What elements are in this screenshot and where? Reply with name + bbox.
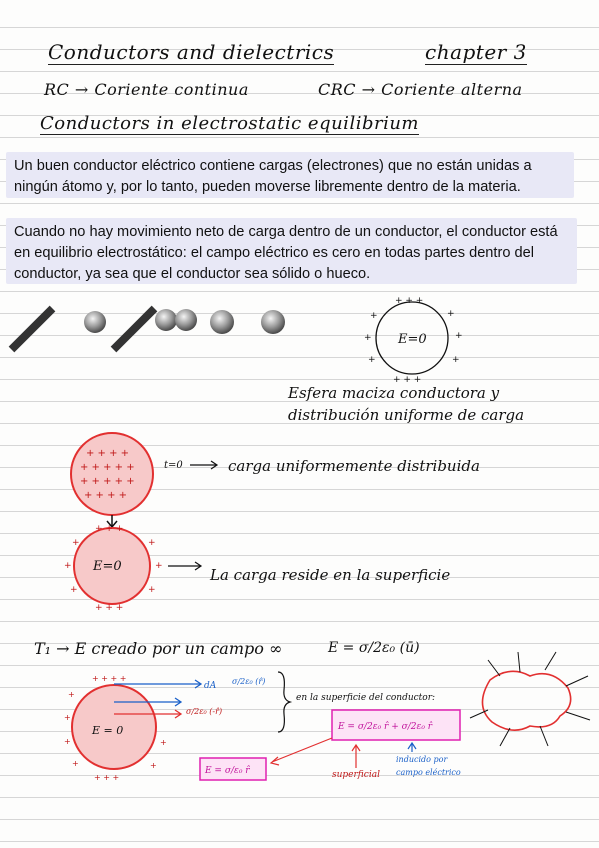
irregular-conductor (470, 652, 590, 746)
t1-label: T₁ → E creado por un campo ∞ (34, 639, 283, 658)
svg-text:+ + +: + + + (95, 603, 124, 613)
result-formula: E = σ/ε₀ r̂ (205, 766, 250, 776)
sphere-field-label: E=0 (398, 332, 427, 347)
rc-note: RC → Coriente continua (44, 80, 249, 99)
svg-text:+: + (148, 538, 156, 548)
da-formula: σ/2ε₀ (r̂) (232, 677, 266, 686)
svg-text:+ + + +: + + + + (86, 448, 130, 459)
surface-note: en la superficie del conductor: (296, 693, 436, 703)
svg-text:+ + + +: + + + + (92, 674, 127, 683)
induced-label-1: inducido por (396, 755, 448, 764)
crc-note: CRC → Coriente alterna (318, 80, 523, 99)
svg-text:+: + (64, 713, 71, 722)
svg-text:+: + (64, 561, 72, 571)
chapter-label: chapter 3 (425, 40, 527, 64)
sphere-caption-2: distribución uniforme de carga (288, 406, 525, 424)
section-title: Conductors in electrostatic equilibrium (40, 113, 419, 134)
svg-text:+: + (72, 538, 80, 548)
after-field-label: E=0 (93, 559, 122, 574)
svg-text:+ + +: + + + (94, 773, 120, 782)
svg-text:+: + (452, 355, 460, 365)
svg-text:+: + (64, 737, 71, 746)
svg-text:+ + +: + + + (393, 375, 422, 385)
equilibrium-box: Cuando no hay movimiento neto de carga dentro de un conductor, el conductor está en equilibrio electrostático: el campo eléctrico es cero en todas partes dentro del conductor, ya sea que el conductor sea sólido o hueco. (6, 218, 577, 284)
svg-text:+: + (160, 738, 167, 747)
svg-text:+ + + +: + + + + (84, 490, 128, 501)
da-label: dA (204, 681, 217, 691)
svg-text:+: + (368, 355, 376, 365)
minus-formula: σ/2ε₀ (-r̂) (186, 707, 223, 716)
svg-text:+ + + + +: + + + + + (80, 476, 135, 487)
svg-text:+: + (150, 761, 157, 770)
svg-text:+ + +: + + + (395, 296, 424, 306)
theorem-sphere (64, 674, 201, 782)
t0-caption: carga uniformemente distribuida (228, 457, 480, 475)
svg-text:+: + (370, 311, 378, 321)
svg-text:+ + +: + + + (95, 524, 124, 534)
t0-label: t=0 (164, 460, 183, 471)
svg-text:+: + (148, 585, 156, 595)
theorem-inner-label: E = 0 (92, 724, 124, 737)
sum-formula: E = σ/2ε₀ r̂ + σ/2ε₀ r̂ (338, 722, 433, 732)
svg-text:+: + (68, 690, 75, 699)
svg-text:+: + (72, 759, 79, 768)
svg-text:+: + (455, 331, 463, 341)
svg-text:+: + (364, 333, 372, 343)
svg-text:+ + + + +: + + + + + (80, 462, 135, 473)
svg-text:+: + (70, 585, 78, 595)
induced-label-2: campo eléctrico (396, 768, 461, 777)
svg-text:+: + (155, 561, 163, 571)
uniform-charge-sphere (71, 433, 153, 515)
svg-text:+: + (447, 309, 455, 319)
sphere-caption-1: Esfera maciza conductora y (288, 384, 500, 402)
after-caption: La carga reside en la superficie (210, 566, 451, 584)
superficial-label: superficial (332, 770, 380, 780)
definition-box: Un buen conductor eléctrico contiene cargas (electrones) que no están unidas a ningún átomo y, por lo tanto, pueden moverse libremente dentro de la materia. (6, 152, 574, 198)
charge-transfer-illustration (9, 306, 285, 353)
page-title: Conductors and dielectrics (48, 40, 335, 64)
t1-formula: E = σ/2ε₀ (ū) (328, 640, 420, 656)
